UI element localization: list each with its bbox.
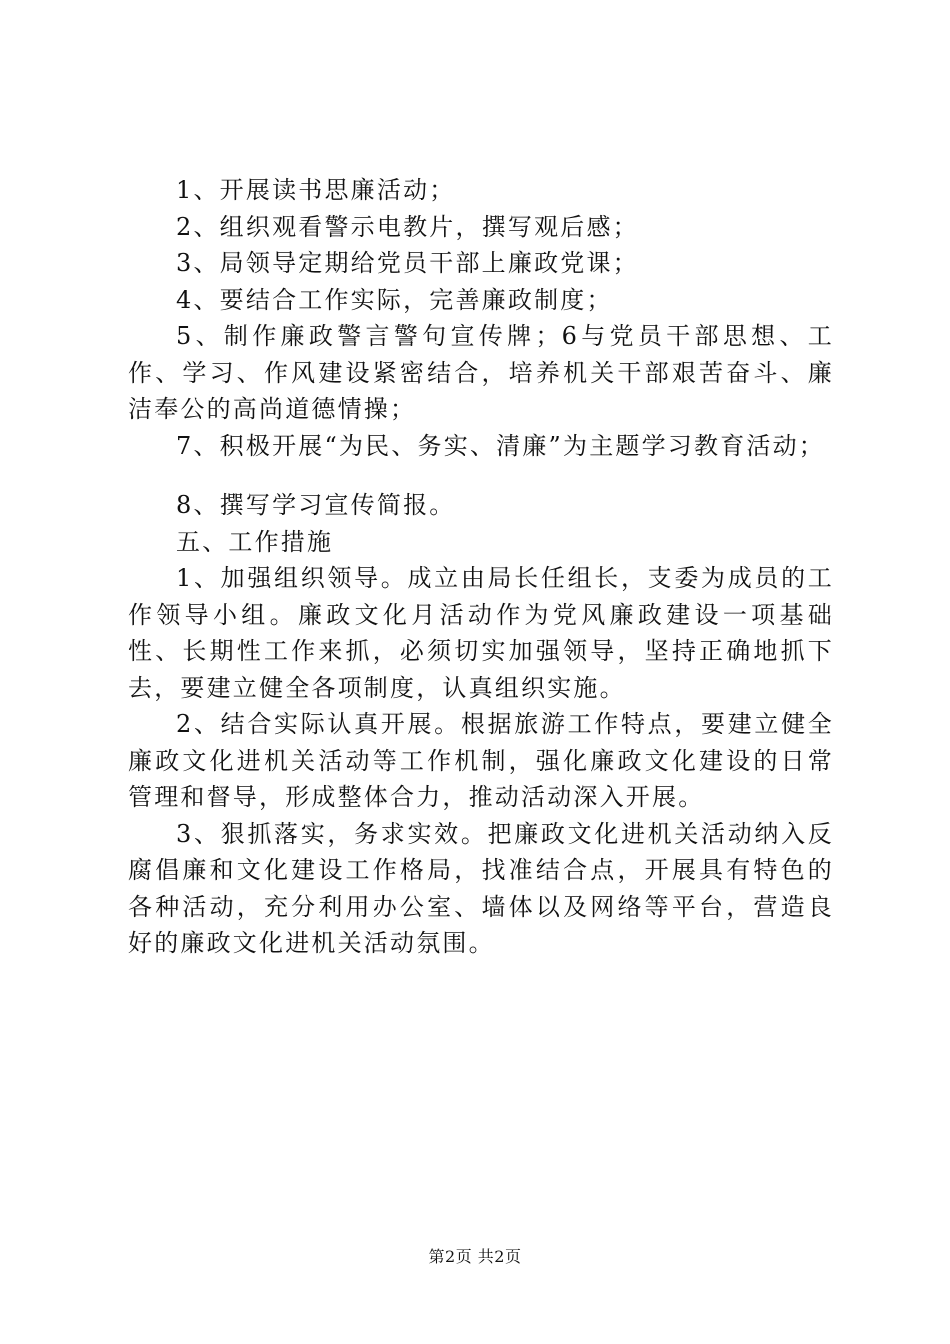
paragraph-gap (128, 464, 834, 487)
section-heading: 五、工作措施 (176, 527, 334, 556)
list-item-4: 4、要结合工作实际，完善廉政制度； (176, 285, 613, 314)
list-item-3: 3、局领导定期给党员干部上廉政党课； (176, 249, 639, 277)
list-item-5: 5、制作廉政警言警句宣传牌；6与党员干部思想、工作、学习、作风建设紧密结合，培养机关干部艰苦奋斗、廉洁奉公的高尚道德情操； (128, 322, 834, 423)
measure-1: 1、加强组织领导。成立由局长任组长，支委为成员的工作领导小组。廉政文化月活动作为党风廉政建设一项基础性、长期性工作来抓，必须切实加强领导，坚持正确地抓下去，要建立健全各项制度，认真组织实施。 (128, 564, 834, 702)
page-footer: 第2页 共2页 (428, 1247, 522, 1266)
list-item-7: 7、积极开展“为民、务实、清廉”为主题学习教育活动； (176, 431, 826, 460)
document-body (128, 172, 834, 962)
list-item-1: 1、开展读书思廉活动； (176, 176, 456, 204)
measure-2: 2、结合实际认真开展。根据旅游工作特点，要建立健全廉政文化进机关活动等工作机制，强化廉政文化建设的日常管理和督导，形成整体合力，推动活动深入开展。 (128, 710, 834, 811)
list-item-8: 8、撰写学习宣传简报。 (176, 491, 456, 519)
measure-3: 3、狠抓落实，务求实效。把廉政文化进机关活动纳入反腐倡廉和文化建设工作格局，找准结合点，开展具有特色的各种活动，充分利用办公室、墙体以及网络等平台，营造良好的廉政文化进机关活动氛围。 (128, 819, 834, 957)
list-item-2: 2、组织观看警示电教片，撰写观后感； (176, 212, 639, 241)
